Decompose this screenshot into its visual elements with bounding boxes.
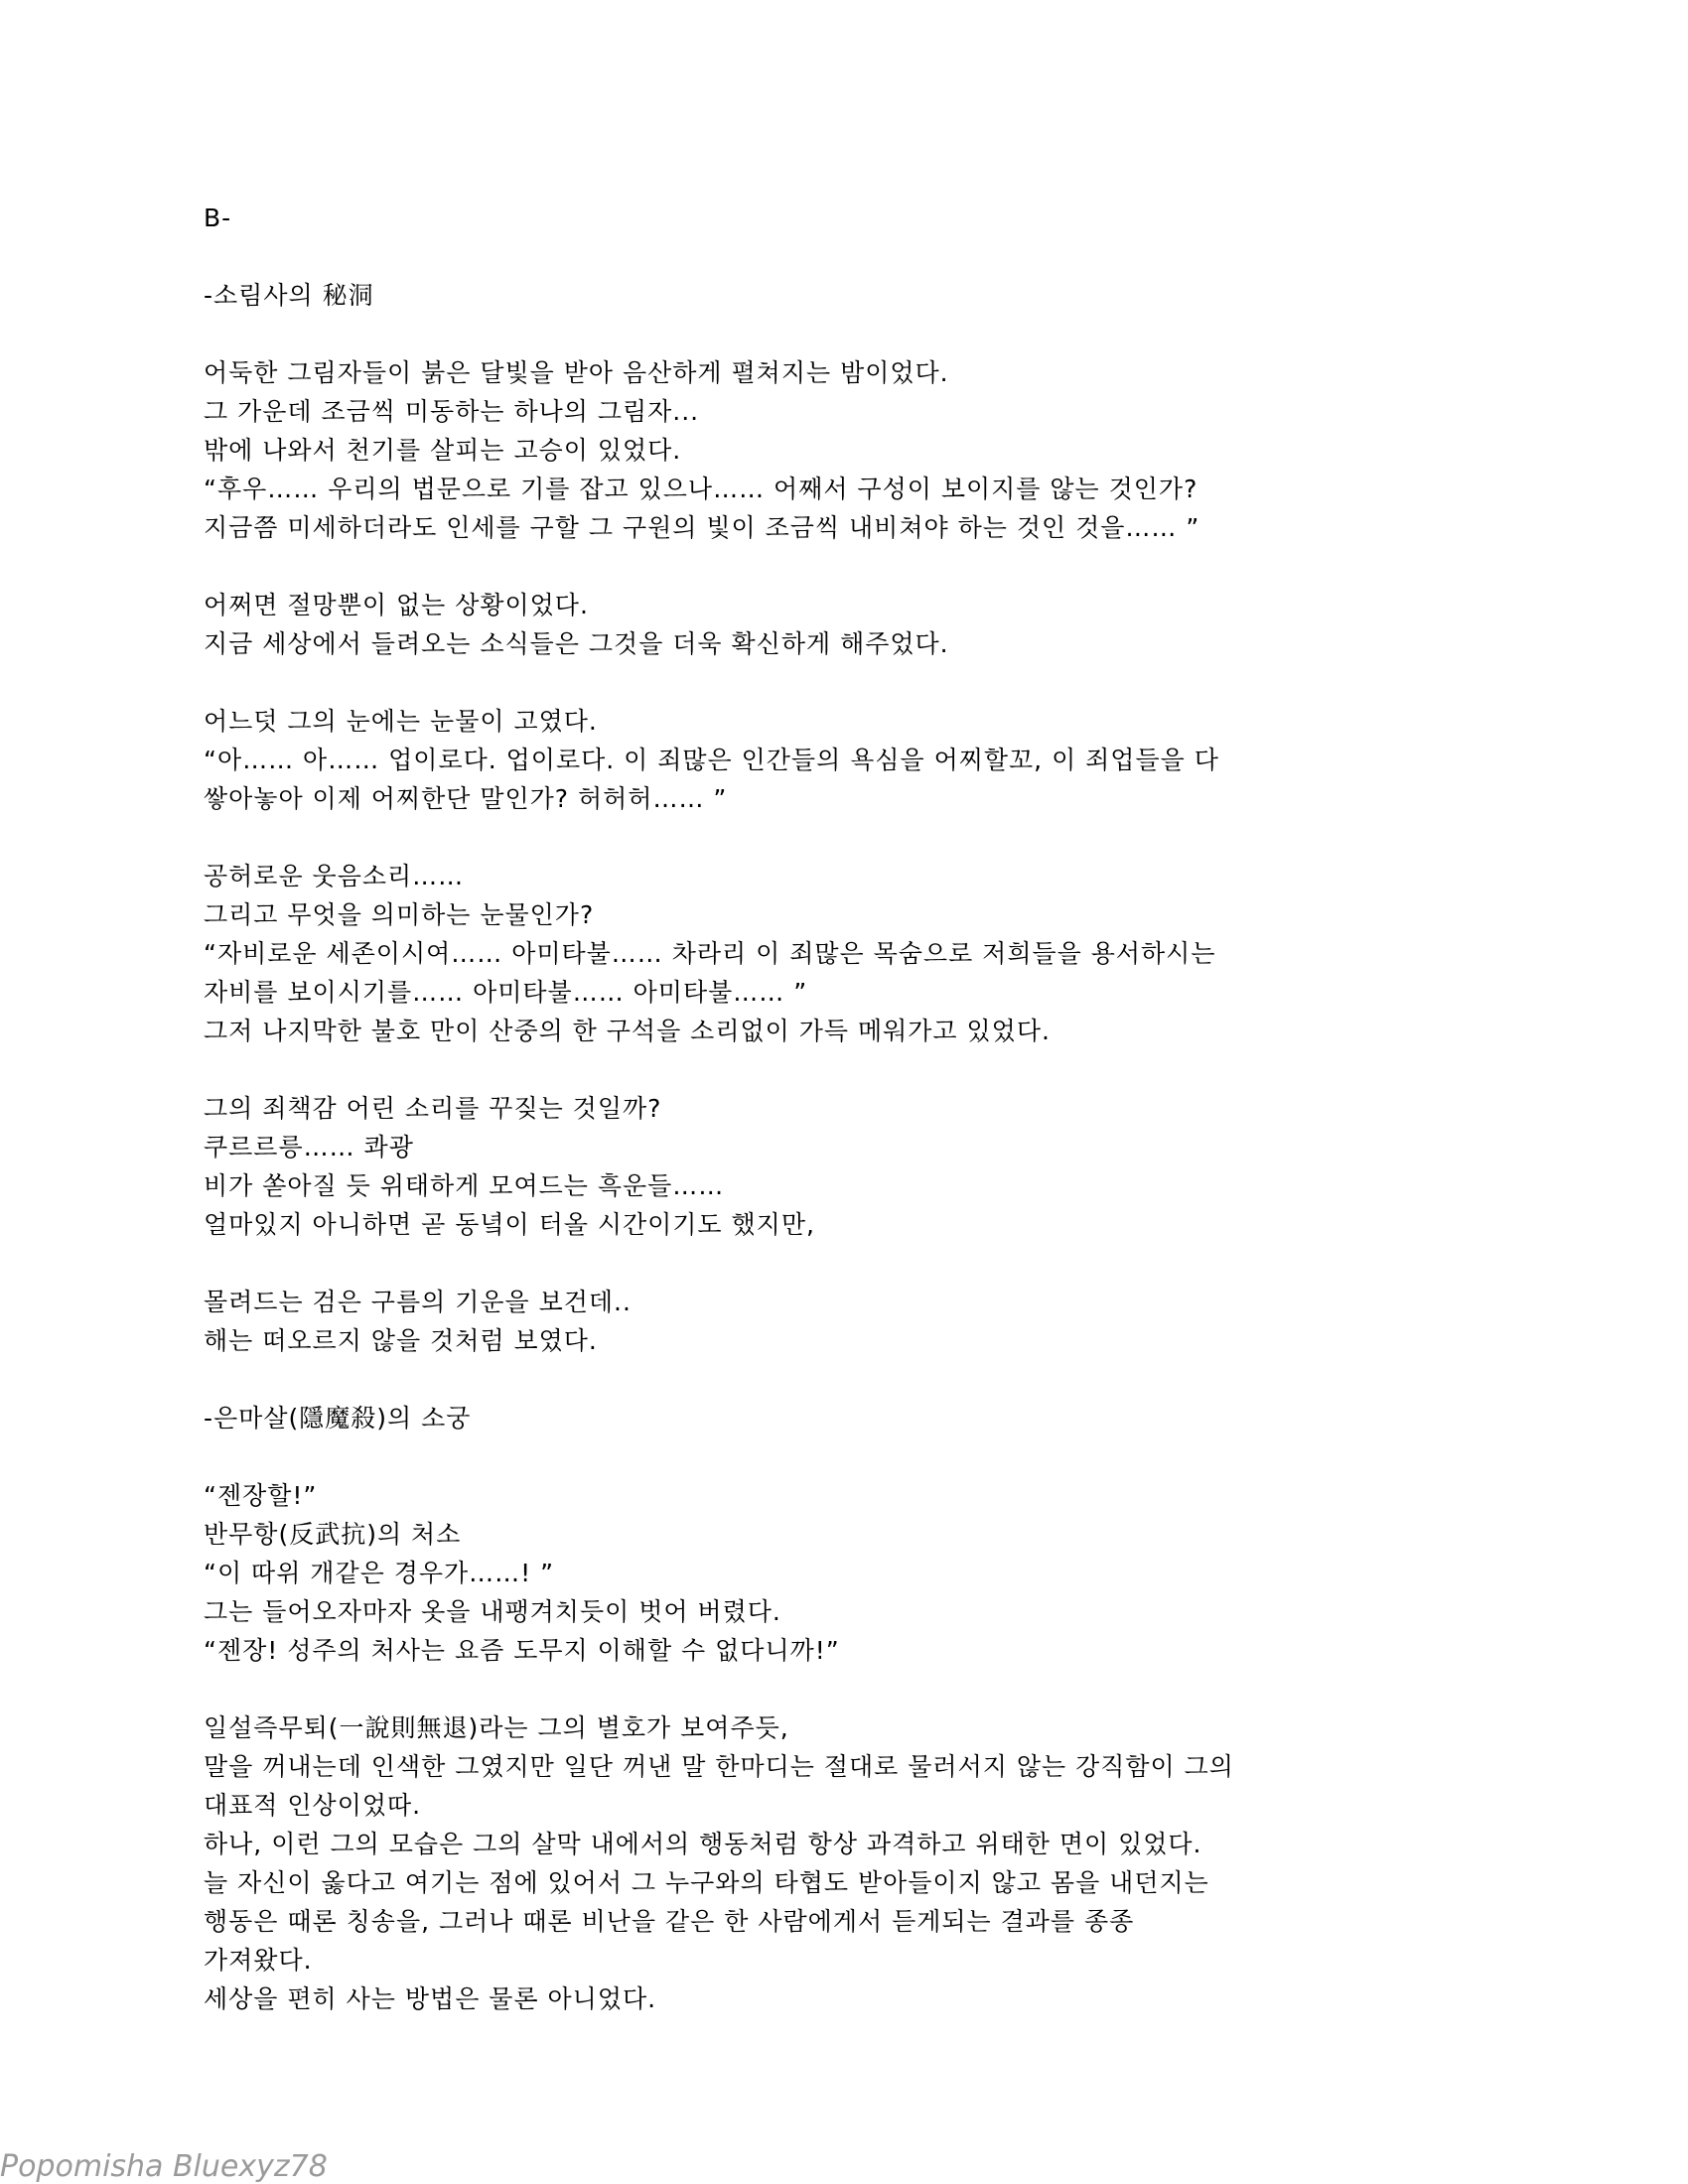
text-line: 밖에 나와서 천기를 살피는 고승이 있었다. xyxy=(204,436,682,465)
text-line: 그 가운데 조금씩 미동하는 하나의 그림자... xyxy=(204,397,700,426)
text-line: “젠장할!” xyxy=(204,1481,318,1510)
text-line: 하나, 이런 그의 모습은 그의 살막 내에서의 행동처럼 항상 과격하고 위태한 면이 있었다. xyxy=(204,1830,1202,1858)
blank-line xyxy=(204,547,1494,586)
text-line: 말을 꺼내는데 인색한 그였지만 일단 꺼낸 말 한마디는 절대로 물러서지 않는 강직함이 그의 xyxy=(204,1752,1234,1781)
blank-line xyxy=(204,818,1494,857)
text-line: 그저 나지막한 불호 만이 산중의 한 구석을 소리없이 가득 메워가고 있었다. xyxy=(204,1017,1051,1045)
blank-line xyxy=(204,315,1494,353)
watermark: Popomisha Bluexyz78 xyxy=(0,2149,328,2184)
text-line: 어쩌면 절망뿐이 없는 상황이었다. xyxy=(204,591,589,619)
blank-line xyxy=(204,1437,1494,1476)
text-line: 그는 들어오자마자 옷을 내팽겨치듯이 벗어 버렸다. xyxy=(204,1597,781,1626)
text-line: 가져왔다. xyxy=(204,1946,313,1975)
blank-line xyxy=(204,1670,1494,1708)
text-line: “자비로운 세존이시여…… 아미타불…… 차라리 이 죄많은 목숨으로 저희들을 용서하시는 xyxy=(204,939,1216,968)
text-line: 대표적 인상이었따. xyxy=(204,1791,422,1820)
text-line: 늘 자신이 옳다고 여기는 점에 있어서 그 누구와의 타협도 받아들이지 않고 몸을 내던지는 xyxy=(204,1868,1209,1897)
text-line: 쌓아놓아 이제 어찌한단 말인가? 허허허…… ” xyxy=(204,784,728,813)
text-line: B- xyxy=(204,204,232,232)
text-line: 지금쯤 미세하더라도 인세를 구할 그 구원의 빛이 조금씩 내비쳐야 하는 것인 것을…… ” xyxy=(204,513,1200,542)
text-line: 공허로운 웃음소리…… xyxy=(204,862,465,890)
text-line: 그의 죄책감 어린 소리를 꾸짖는 것일까? xyxy=(204,1094,662,1123)
text-line: 자비를 보이시기를…… 아미타불…… 아미타불…… ” xyxy=(204,978,808,1007)
text-line: 비가 쏟아질 듯 위태하게 모여드는 흑운들…… xyxy=(204,1171,725,1200)
text-line: 반무항(反武抗)의 처소 xyxy=(204,1520,462,1549)
text-line: 어느덧 그의 눈에는 눈물이 고였다. xyxy=(204,707,598,736)
document-body xyxy=(204,199,1494,2018)
text-line: “젠장! 성주의 처사는 요즘 도무지 이해할 수 없다니까!” xyxy=(204,1636,840,1665)
text-line: 행동은 때론 칭송을, 그러나 때론 비난을 같은 한 사람에게서 듣게되는 결과를 종종 xyxy=(204,1907,1135,1936)
text-line: “후우…… 우리의 법문으로 기를 잡고 있으나…… 어째서 구성이 보이지를 않는 것인가? xyxy=(204,475,1198,503)
blank-line xyxy=(204,1244,1494,1283)
text-line: 얼마있지 아니하면 곧 동녘이 터올 시간이기도 했지만, xyxy=(204,1210,815,1239)
text-line: 세상을 편히 사는 방법은 물론 아니었다. xyxy=(204,1984,657,2013)
blank-line xyxy=(204,1050,1494,1089)
text-line: 그리고 무엇을 의미하는 눈물인가? xyxy=(204,900,595,929)
text-line: 해는 떠오르지 않을 것처럼 보였다. xyxy=(204,1326,598,1355)
text-line: 지금 세상에서 들려오는 소식들은 그것을 더욱 확신하게 해주었다. xyxy=(204,629,949,658)
text-line: 일설즉무퇴(一說則無退)라는 그의 별호가 보여주듯, xyxy=(204,1713,789,1742)
blank-line xyxy=(204,663,1494,702)
text-line: -은마살(隱魔殺)의 소궁 xyxy=(204,1404,472,1433)
blank-line xyxy=(204,237,1494,276)
blank-line xyxy=(204,1360,1494,1399)
text-line: “아…… 아…… 업이로다. 업이로다. 이 죄많은 인간들의 욕심을 어찌할꼬, 이 죄업들을 다 xyxy=(204,746,1219,774)
text-line: 쿠르르릉…… 콰광 xyxy=(204,1133,414,1161)
text-line: 어둑한 그림자들이 붉은 달빛을 받아 음산하게 펼쳐지는 밤이었다. xyxy=(204,358,949,387)
text-line: “이 따위 개같은 경우가……! ” xyxy=(204,1559,555,1587)
text-line: 몰려드는 검은 구름의 기운을 보건데.. xyxy=(204,1288,632,1316)
text-line: -소림사의 秘洞 xyxy=(204,281,374,310)
